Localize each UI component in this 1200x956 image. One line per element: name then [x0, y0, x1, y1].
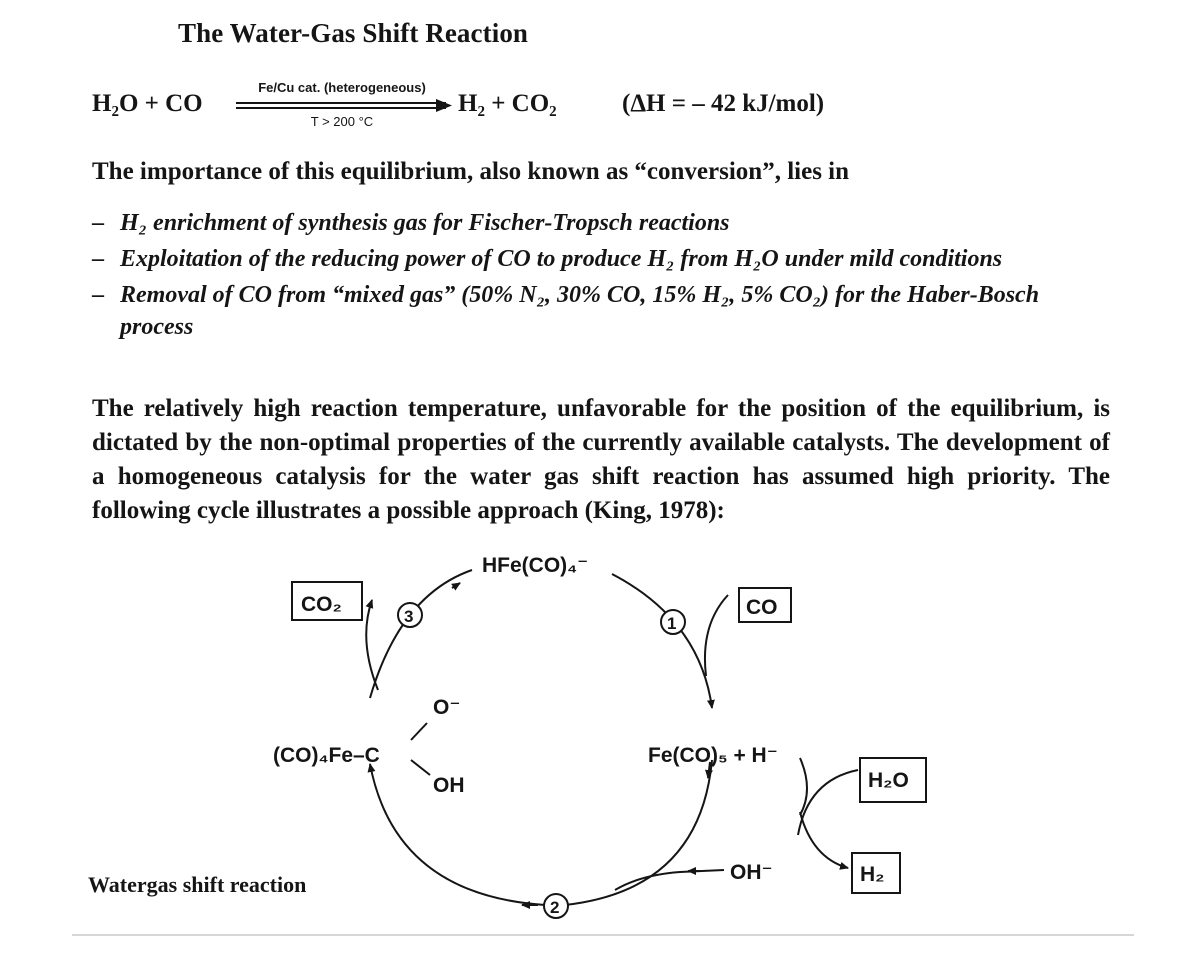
h2-release-arrow [800, 812, 848, 868]
box-co-label: CO [746, 596, 778, 619]
equation-temperature-condition: T > 200 °C [310, 114, 374, 129]
step-label-1: 1 [667, 614, 677, 633]
box-h2o-label: H₂O [868, 769, 909, 792]
equation-products: H₂ + CO₂ [458, 90, 557, 117]
list-item: – Removal of CO from “mixed gas” (50% N₂, 30% CO, 15% H₂, 5% CO₂) for the Haber-Bosch process [92, 282, 1040, 340]
page-divider [72, 934, 1134, 936]
equation-catalyst-condition: Fe/Cu cat. (heterogeneous) [258, 80, 426, 95]
cycle-arc-step1 [612, 574, 712, 708]
species-acyl-iron: (CO)₄Fe–C [273, 744, 380, 767]
list-item: – Exploitation of the reducing power of CO to produce H₂ from H₂O under mild conditions [92, 246, 1003, 272]
list-item: – H₂ enrichment of synthesis gas for Fischer-Tropsch reactions [92, 210, 730, 236]
co-uptake-arrow [705, 595, 728, 676]
equation-enthalpy: (ΔH = – 42 kJ/mol) [622, 90, 825, 117]
species-oh-minus: OH⁻ [730, 861, 773, 884]
importance-list [92, 207, 1112, 347]
figure-caption: Watergas shift reaction [88, 872, 307, 897]
intro-text: The importance of this equilibrium, also known as “conversion”, lies in [92, 158, 850, 185]
cycle-arc-right-lower [565, 760, 712, 905]
equation-reactants: H₂O + CO [92, 90, 203, 117]
species-oh: OH [433, 774, 465, 797]
species-o-minus: O⁻ [433, 696, 461, 719]
body-paragraph: The relatively high reaction temperature, unfavorable for the position of the equilibrium, is dictated by the non-optimal properties of the currently available catalysts. The development of a homogeneous catalysis for the water gas shift reaction has assumed high priority. The following cycle illustrates a possible approach (King, 1978): [92, 395, 1110, 524]
page-title: The Water-Gas Shift Reaction [178, 18, 529, 48]
step-label-2: 2 [550, 898, 560, 917]
box-co2-label: CO₂ [301, 593, 342, 616]
hydride-branch [800, 758, 807, 815]
species-hfe-co4: HFe(CO)₄⁻ [482, 554, 589, 577]
species-fe-co5: Fe(CO)₅ + H⁻ [648, 744, 778, 767]
cycle-arc-step3 [370, 570, 472, 698]
reaction-equation [92, 72, 992, 142]
box-h2-label: H₂ [860, 863, 885, 886]
step-label-3: 3 [404, 607, 414, 626]
